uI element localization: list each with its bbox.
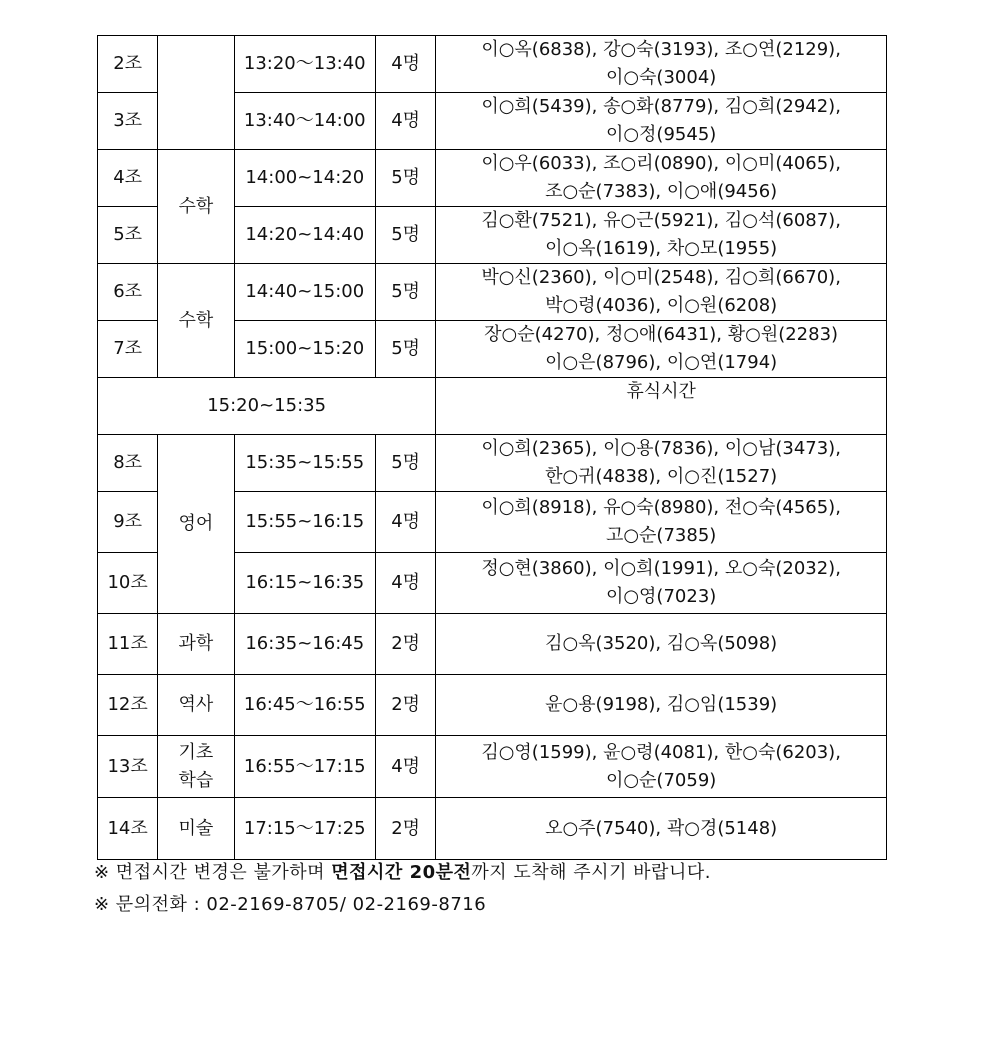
names-line: 이○영(7023) bbox=[605, 586, 717, 607]
count-cell: 5명 bbox=[376, 207, 436, 264]
table-row bbox=[98, 435, 887, 492]
time-cell: 13:20～13:40 bbox=[234, 36, 376, 93]
names-cell bbox=[436, 264, 887, 321]
group-cell: 11조 bbox=[98, 614, 158, 675]
count-cell: 2명 bbox=[376, 675, 436, 736]
count-cell: 5명 bbox=[376, 435, 436, 492]
group-cell: 9조 bbox=[98, 492, 158, 553]
table-row bbox=[98, 798, 887, 860]
count-cell: 4명 bbox=[376, 93, 436, 150]
group-cell: 10조 bbox=[98, 553, 158, 614]
subject-cell: 미술 bbox=[158, 798, 234, 860]
time-cell: 13:40～14:00 bbox=[234, 93, 376, 150]
time-cell: 16:55～17:15 bbox=[234, 736, 376, 798]
names-line: 이○희(5439), 송○화(8779), 김○희(2942), bbox=[481, 96, 841, 117]
table-row bbox=[98, 150, 887, 207]
table-row bbox=[98, 36, 887, 93]
names-line: 박○신(2360), 이○미(2548), 김○희(6670), bbox=[481, 267, 841, 288]
names-cell: 김○옥(3520), 김○옥(5098) bbox=[436, 614, 887, 675]
names-line: 이○옥(6838), 강○숙(3193), 조○연(2129), bbox=[481, 39, 841, 60]
subject-cell: 영어 bbox=[158, 435, 234, 614]
time-cell: 17:15～17:25 bbox=[234, 798, 376, 860]
count-cell: 2명 bbox=[376, 614, 436, 675]
group-cell: 7조 bbox=[98, 321, 158, 378]
break-label-cell: 휴식시간 bbox=[436, 378, 887, 435]
time-cell: 16:35~16:45 bbox=[234, 614, 376, 675]
time-cell: 14:00~14:20 bbox=[234, 150, 376, 207]
names-line: 이○정(9545) bbox=[605, 124, 717, 145]
names-line: 박○령(4036), 이○원(6208) bbox=[545, 295, 778, 316]
count-cell: 5명 bbox=[376, 150, 436, 207]
names-line: 이○순(7059) bbox=[605, 769, 717, 791]
table-row bbox=[98, 614, 887, 675]
count-cell: 4명 bbox=[376, 736, 436, 798]
subject-line: 학습 bbox=[178, 769, 214, 791]
count-cell: 4명 bbox=[376, 492, 436, 553]
count-cell: 5명 bbox=[376, 264, 436, 321]
time-cell: 14:20~14:40 bbox=[234, 207, 376, 264]
names-line: 정○현(3860), 이○희(1991), 오○숙(2032), bbox=[481, 558, 841, 579]
subject-cell: 과학 bbox=[158, 614, 234, 675]
notice-contact: ※ 문의전화 : 02-2169-8705/ 02-2169-8716 bbox=[94, 894, 487, 915]
group-cell: 12조 bbox=[98, 675, 158, 736]
names-cell bbox=[436, 321, 887, 378]
group-cell: 5조 bbox=[98, 207, 158, 264]
group-cell: 13조 bbox=[98, 736, 158, 798]
names-line: 이○희(2365), 이○용(7836), 이○남(3473), bbox=[481, 438, 841, 459]
notice-arrival bbox=[94, 858, 711, 884]
names-cell bbox=[436, 492, 887, 553]
names-line: 이○희(8918), 유○숙(8980), 전○숙(4565), bbox=[481, 497, 841, 518]
names-line: 고○순(7385) bbox=[605, 525, 717, 546]
group-cell: 4조 bbox=[98, 150, 158, 207]
time-cell: 14:40~15:00 bbox=[234, 264, 376, 321]
time-cell: 15:00~15:20 bbox=[234, 321, 376, 378]
notice-text: 까지 도착해 주시기 바랍니다. bbox=[471, 862, 711, 883]
names-cell bbox=[436, 435, 887, 492]
subject-cell: 수학 bbox=[158, 150, 234, 264]
names-cell bbox=[436, 93, 887, 150]
time-cell: 15:35~15:55 bbox=[234, 435, 376, 492]
group-cell: 3조 bbox=[98, 93, 158, 150]
time-cell: 16:45～16:55 bbox=[234, 675, 376, 736]
names-line: 조○순(7383), 이○애(9456) bbox=[545, 181, 778, 202]
count-cell: 2명 bbox=[376, 798, 436, 860]
names-cell bbox=[436, 207, 887, 264]
break-row bbox=[98, 378, 887, 435]
count-cell: 4명 bbox=[376, 36, 436, 93]
count-cell: 4명 bbox=[376, 553, 436, 614]
notice-emphasis: 면접시간 20분전 bbox=[331, 862, 472, 883]
names-line: 김○환(7521), 유○근(5921), 김○석(6087), bbox=[481, 210, 841, 231]
group-cell: 14조 bbox=[98, 798, 158, 860]
table-row bbox=[98, 675, 887, 736]
time-cell: 16:15~16:35 bbox=[234, 553, 376, 614]
time-cell: 15:55~16:15 bbox=[234, 492, 376, 553]
names-line: 장○순(4270), 정○애(6431), 황○원(2283) bbox=[484, 324, 839, 345]
group-cell: 6조 bbox=[98, 264, 158, 321]
subject-cell: 수학 bbox=[158, 264, 234, 378]
count-cell: 5명 bbox=[376, 321, 436, 378]
subject-cell bbox=[158, 736, 234, 798]
table-row bbox=[98, 264, 887, 321]
names-cell bbox=[436, 36, 887, 93]
group-cell: 2조 bbox=[98, 36, 158, 93]
subject-line: 기초 bbox=[178, 741, 214, 763]
group-cell: 8조 bbox=[98, 435, 158, 492]
names-line: 이○숙(3004) bbox=[605, 67, 717, 88]
names-line: 이○우(6033), 조○리(0890), 이○미(4065), bbox=[481, 153, 841, 174]
subject-cell bbox=[158, 36, 234, 150]
names-cell: 오○주(7540), 곽○경(5148) bbox=[436, 798, 887, 860]
names-line: 김○영(1599), 윤○령(4081), 한○숙(6203), bbox=[481, 741, 841, 763]
subject-cell: 역사 bbox=[158, 675, 234, 736]
break-time-cell: 15:20~15:35 bbox=[98, 378, 436, 435]
names-line: 이○은(8796), 이○연(1794) bbox=[545, 352, 778, 373]
notice-text: ※ 면접시간 변경은 불가하며 bbox=[94, 862, 332, 883]
schedule-table bbox=[97, 35, 887, 860]
names-cell: 윤○용(9198), 김○임(1539) bbox=[436, 675, 887, 736]
names-line: 한○귀(4838), 이○진(1527) bbox=[545, 466, 778, 487]
names-cell bbox=[436, 736, 887, 798]
table-row bbox=[98, 736, 887, 798]
names-cell bbox=[436, 553, 887, 614]
names-cell bbox=[436, 150, 887, 207]
names-line: 이○옥(1619), 차○모(1955) bbox=[545, 238, 778, 259]
